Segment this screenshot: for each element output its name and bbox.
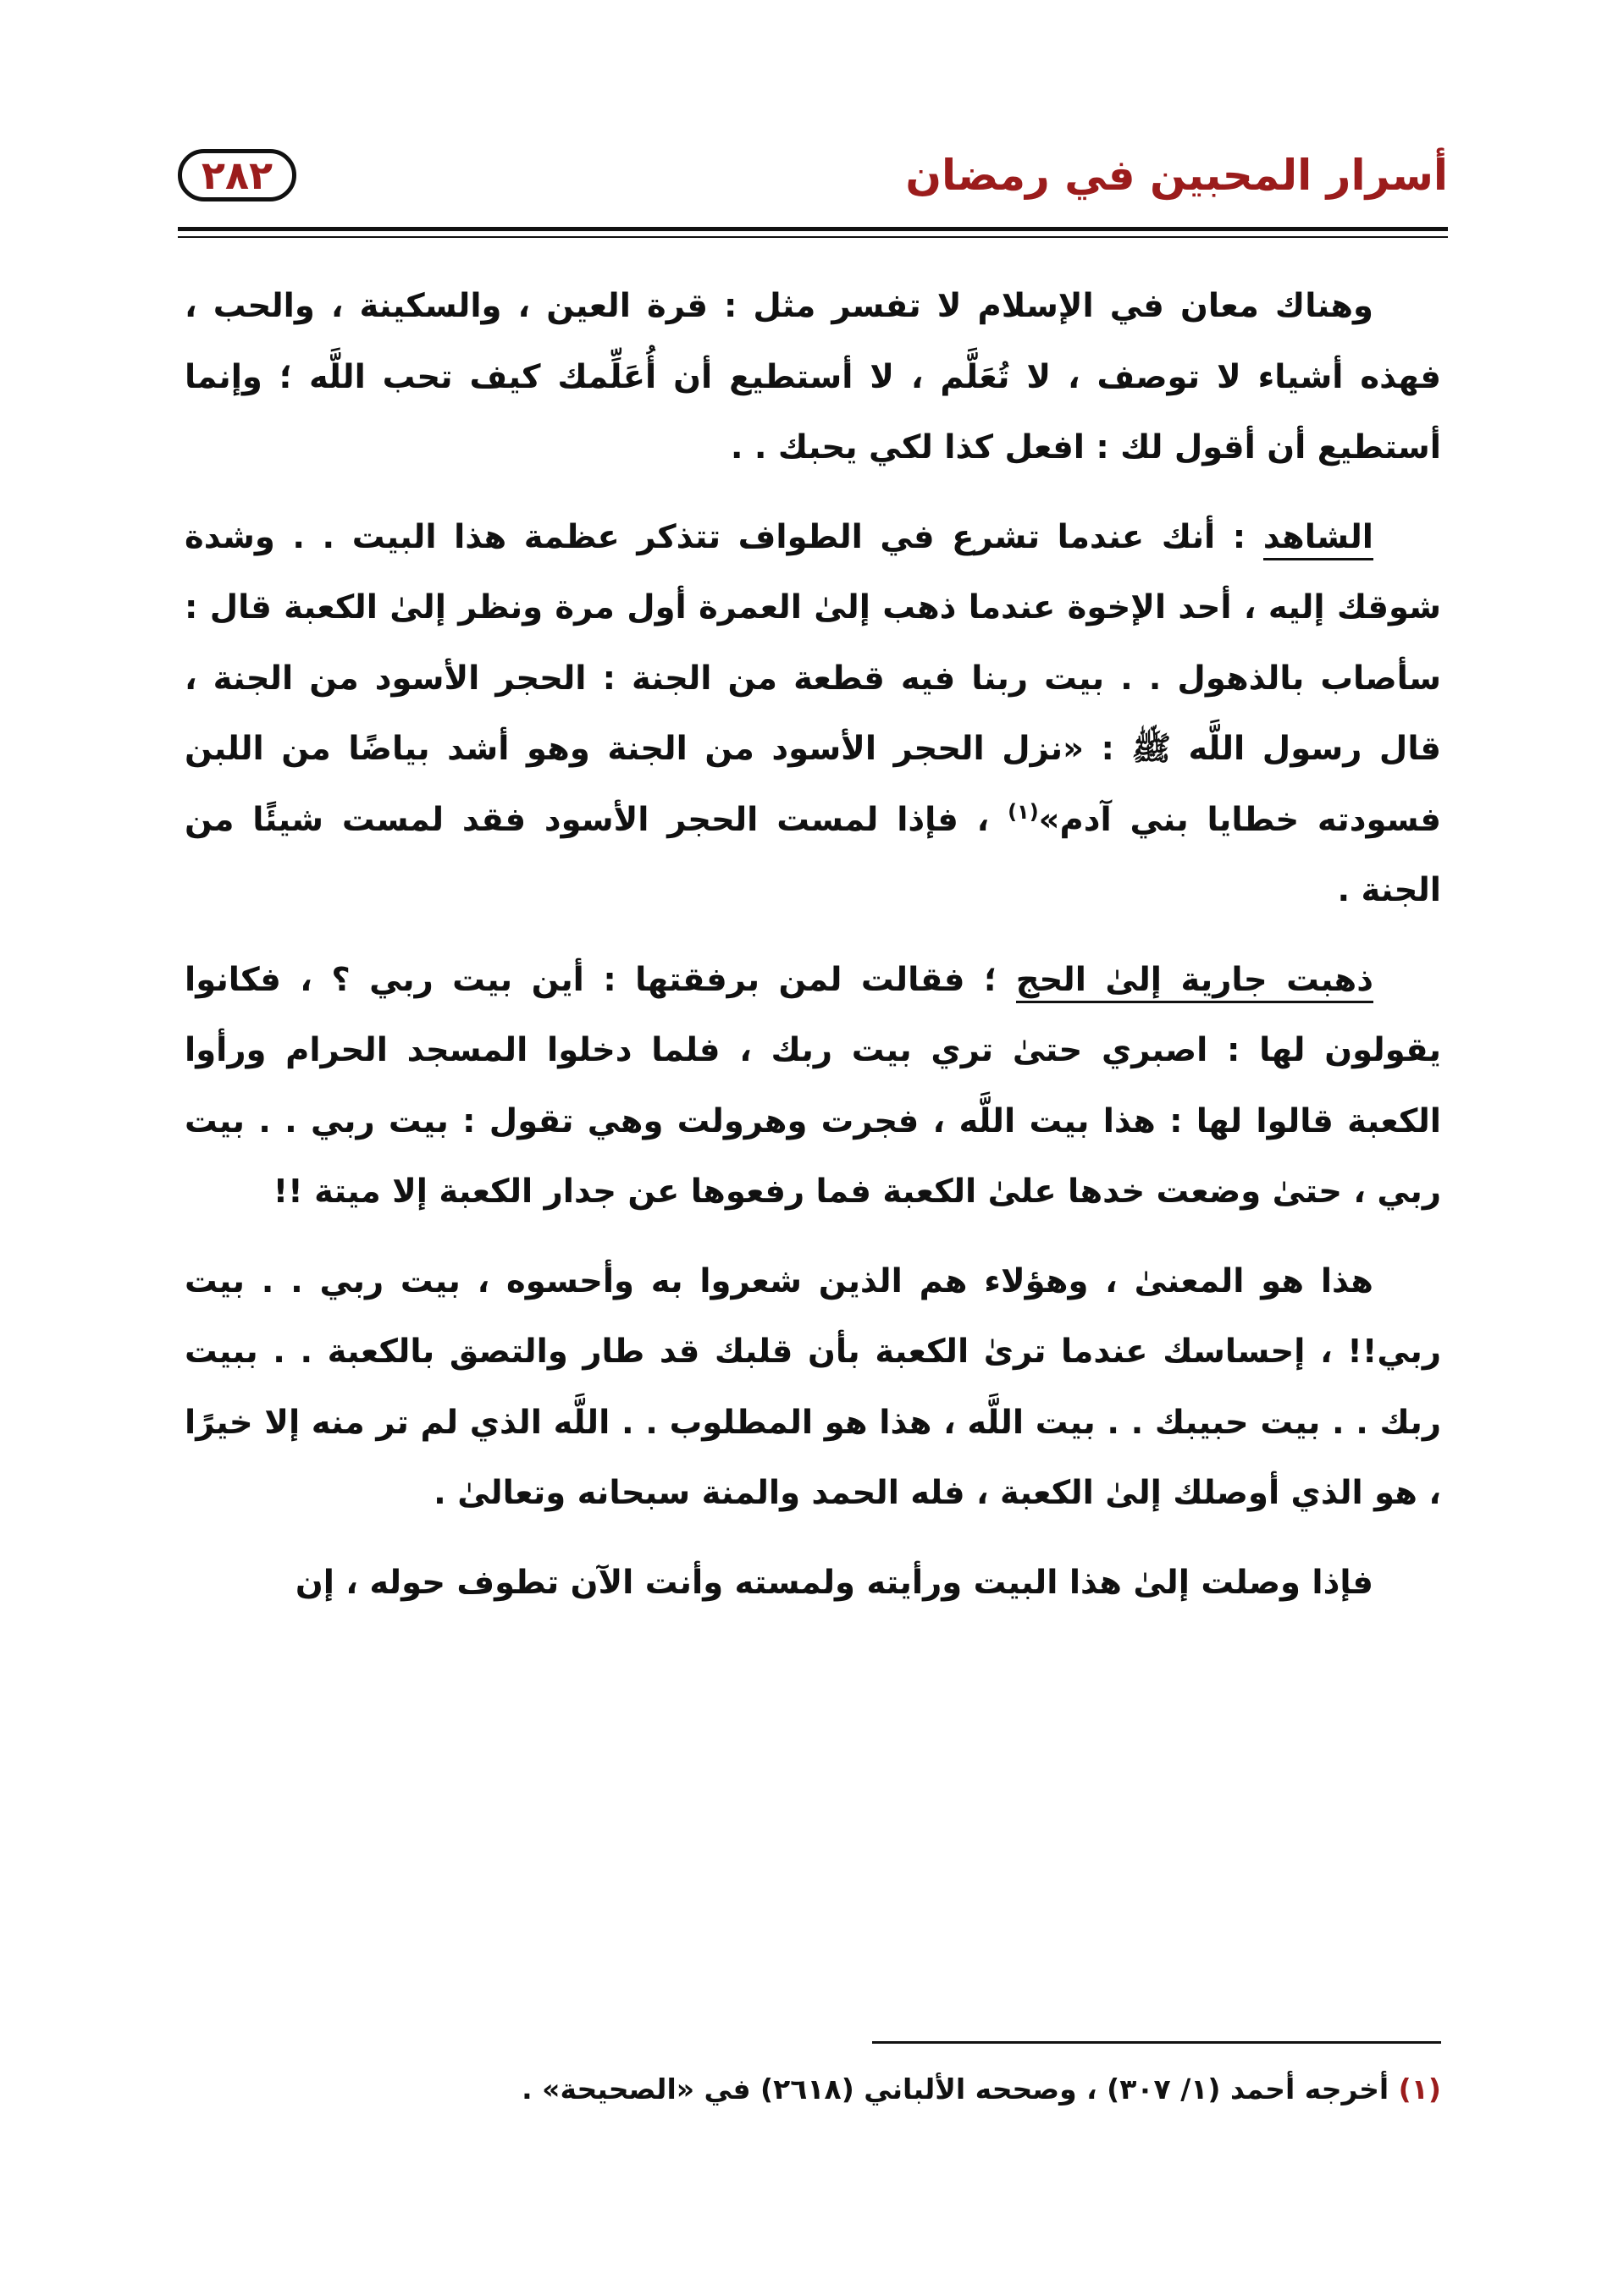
paragraph-5 [185, 1548, 1441, 1619]
paragraph-text: هذا هو المعنىٰ ، وهؤلاء هم الذين شعروا به وأحسوه ، بيت ربي . . بيت ربي!! ، إحساسك عندما ترىٰ الكعبة بأن قلبك قد طار والتصق بالكعبة . . ببيت ربك . . بيت حبيبك . . بيت اللَّه ، هذا هو المطلوب . . اللَّه الذي لم تر منه إلا خيرًا ، هو الذي أوصلك إلىٰ الكعبة ، فله الحمد والمنة سبحانه وتعالىٰ . [185, 1261, 1441, 1512]
page-header [178, 144, 1448, 220]
footnote-divider [872, 2041, 1441, 2044]
header-rule-thin [178, 236, 1448, 238]
header-rule-thick [178, 227, 1448, 231]
footnote-number: (١) [1398, 2072, 1441, 2106]
book-title: أسرار المحبين في رمضان [905, 151, 1448, 200]
paragraph-1 [185, 271, 1441, 483]
paragraph-lead-underlined: ذهبت جارية إلىٰ الحج [1016, 961, 1373, 1003]
hadith-quote: «نزل الحجر الأسود من الجنة وهو أشد بياضًا من اللبن فسودته خطايا بني آدم» [185, 730, 1441, 839]
paragraph-text: وهناك معان في الإسلام لا تفسر مثل : قرة العين ، والسكينة ، والحب ، فهذه أشياء لا توصف ، لا تُعَلَّم ، لا أستطيع أن أُعَلِّمك كيف تحب اللَّه ؛ وإنما أستطيع أن أقول لك : افعل كذا لكي يحبك . . [185, 287, 1441, 466]
paragraph-4 [185, 1246, 1441, 1529]
paragraph-2 [185, 502, 1441, 926]
body-text [185, 271, 1441, 1639]
footnote-reference: (١) [1008, 799, 1039, 824]
paragraph-text: فإذا وصلت إلىٰ هذا البيت ورأيته ولمسته وأنت الآن تطوف حوله ، إن [295, 1563, 1373, 1602]
paragraph-lead-underlined: الشاهد [1263, 518, 1373, 560]
paragraph-text: ؛ فقالت لمن برفقتها : أين بيت ربي ؟ ، فكانوا يقولون لها : اصبري حتىٰ تري بيت ربك ، فلما دخلوا المسجد الحرام ورأوا الكعبة قالوا لها : هذا بيت اللَّه ، فجرت وهرولت وهي تقول : بيت ربي . . بيت ربي ، حتىٰ وضعت خدها علىٰ الكعبة فما رفعوها عن جدار الكعبة إلا ميتة !! [185, 960, 1441, 1211]
footnote [185, 2064, 1441, 2115]
page-number-badge: ٢٨٢ [178, 149, 296, 201]
paragraph-text: : أنك عندما تشرع في الطواف تتذكر عظمة هذا البيت . . وشدة شوقك إليه ، أحد الإخوة عندما ذهب إلىٰ العمرة أول مرة ونظر إلىٰ الكعبة قال : سأصاب بالذهول . . بيت ربنا فيه قطعة من الجنة : الحجر الأسود من الجنة ، قال رسول اللَّه ﷺ : [185, 517, 1441, 768]
paragraph-text: ، فإذا لمست الحجر الأسود فقد لمست شيئًا من الجنة . [185, 800, 1441, 909]
paragraph-3 [185, 945, 1441, 1228]
footnote-text: أخرجه أحمد (١/ ٣٠٧) ، وصححه الألباني (٢٦١٨) في «الصحيحة» . [522, 2072, 1399, 2106]
